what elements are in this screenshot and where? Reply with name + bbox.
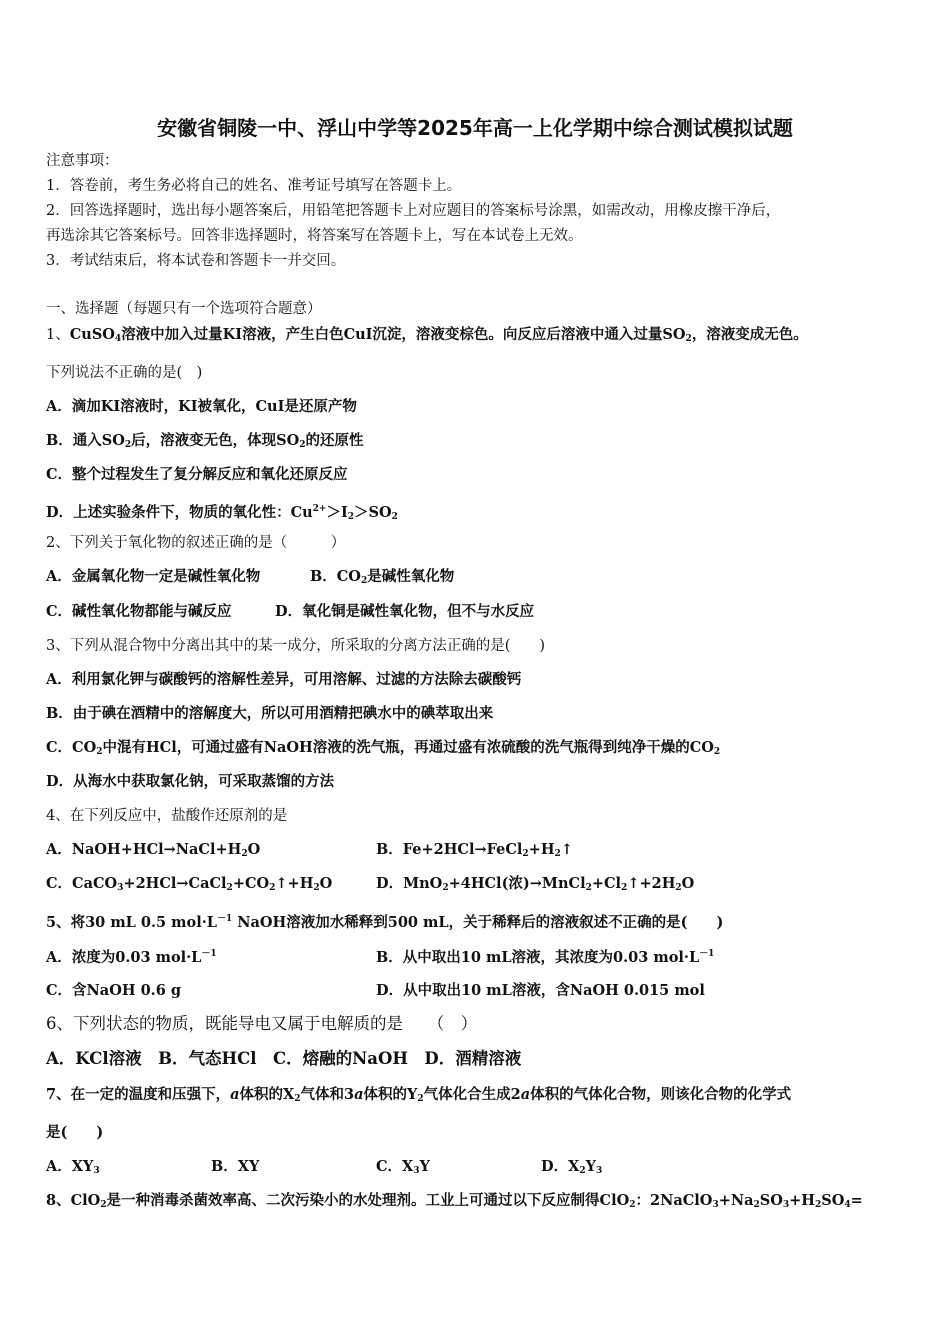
- q2-option-d: [275, 602, 534, 622]
- q8-sub2: 2: [629, 1200, 636, 1210]
- q3-option-a-text: A．利用氯化钾与碳酸钙的溶解性差异，可用溶解、过滤的方法除去碳酸钙: [46, 671, 522, 688]
- q4-d-sub4: 2: [675, 883, 682, 893]
- q2-option-a-text: A．金属氧化物一定是碱性氧化物: [46, 568, 261, 585]
- q1-option-c-text: C．整个过程发生了复分解反应和氧化还原反应: [46, 466, 348, 483]
- q4-d3: +Cl: [591, 875, 622, 892]
- q4-a1: A．NaOH+HCl→NaCl+H: [46, 841, 242, 858]
- q7-c1: C．X: [376, 1158, 414, 1175]
- page-title: 安徽省铜陵一中、浮山中学等2025年高一上化学期中综合测试模拟试题: [157, 116, 793, 140]
- q1-d-sub2: 2: [391, 512, 398, 522]
- q1-d-sub1: 2: [347, 512, 355, 522]
- question-5-stem: [46, 909, 910, 933]
- q8-s4: +Na: [718, 1192, 754, 1209]
- q2-b1: B．CO: [310, 568, 361, 585]
- q7-s4: 体积的Y: [363, 1086, 418, 1103]
- q8-s1: 8、ClO: [46, 1192, 101, 1209]
- q2-option-b: [310, 567, 454, 591]
- q1-d2: ＞I: [326, 504, 348, 521]
- q1-b-sub2: 2: [299, 440, 306, 450]
- q5-a-sup: －1: [201, 949, 217, 959]
- q1-b3: 的还原性: [305, 432, 364, 449]
- q4-d1: D．MnO: [376, 875, 443, 892]
- q4-c5: O: [319, 875, 333, 892]
- q1-t1: CuSO: [69, 326, 115, 343]
- q5-stem2: NaOH溶液加水稀释到500 mL，关于稀释后的溶液叙述不正确的是( ): [232, 914, 724, 931]
- q7-option-b: [211, 1157, 259, 1177]
- q2-option-c: [46, 602, 232, 622]
- q2-option-a: [46, 567, 260, 587]
- q1-d3: ＞SO: [354, 504, 392, 521]
- q5-a1: A．浓度为0.03 mol·L: [46, 949, 202, 966]
- question-4-stem: 4、在下列反应中，盐酸作还原剂的是: [46, 808, 288, 824]
- q4-c-sub1: 3: [117, 883, 124, 893]
- q7-option-a: [46, 1157, 100, 1181]
- q1-t2: 溶液中加入过量KI溶液，产生白色CuI沉淀，溶液变棕色。向反应后溶液中通入过量SO: [121, 326, 686, 343]
- q8-s6: +H: [789, 1192, 815, 1209]
- question-3-stem: 3、下列从混合物中分离出其中的某一成分，所采取的分离方法正确的是( ): [46, 638, 546, 654]
- q1-b-sub1: 2: [124, 440, 132, 450]
- q3-option-b-text: B．由于碘在酒精中的溶解度大，所以可用酒精把碘水中的碘萃取出来: [46, 705, 494, 722]
- q7-s1: 7、在一定的温度和压强下，: [46, 1086, 231, 1103]
- q5-b1: B．从中取出10 mL溶液，其浓度为0.03 mol·L: [376, 949, 700, 966]
- q4-b1: B．Fe+2HCl→FeCl: [376, 841, 523, 858]
- q4-c-sub3: 2: [269, 883, 276, 893]
- q4-a2: O: [247, 841, 261, 858]
- q1-b2: 后，溶液变无色，体现SO: [131, 432, 300, 449]
- q7-x-sub: 2: [294, 1094, 301, 1104]
- notice-item-3: 3．考试结束后，将本试卷和答题卡一并交回。: [46, 253, 346, 269]
- q5-stem1: 5、将30 mL 0.5 mol·L: [46, 914, 217, 931]
- q4-d-sub3: 2: [621, 883, 628, 893]
- q1-option-b: [46, 431, 910, 455]
- q4-d-sub1: 2: [442, 883, 449, 893]
- q7-a-sub: 3: [93, 1166, 100, 1176]
- q4-option-a: [46, 840, 260, 864]
- q2-b2: 是碱性氧化物: [367, 568, 455, 585]
- q7-y-sub: 2: [417, 1094, 424, 1104]
- q3-c-sub2: 2: [713, 747, 721, 757]
- q1-d-sup: 2+: [312, 504, 327, 514]
- q7-s6: 体积的气体化合物，则该化合物的化学式: [530, 1086, 792, 1103]
- q2-b-sub: 2: [360, 576, 368, 586]
- q6-options: [46, 1049, 910, 1069]
- q1-t3: ，溶液变成无色。: [691, 326, 808, 343]
- q3-option-a: [46, 670, 910, 690]
- q4-c3: +CO: [232, 875, 270, 892]
- q7-s5: 气体化合生成2: [423, 1086, 521, 1103]
- q4-c1: C．CaCO: [46, 875, 118, 892]
- q4-option-b: [376, 840, 573, 864]
- question-8-stem: [46, 1191, 910, 1215]
- q4-option-d: [376, 874, 694, 898]
- q8-sub7: 4: [844, 1200, 851, 1210]
- q4-b-sub2: 2: [554, 849, 561, 859]
- q5-option-d-text: D．从中取出10 mL溶液，含NaOH 0.015 mol: [376, 982, 705, 999]
- q8-s3: ：2NaClO: [635, 1192, 713, 1209]
- q1-s2: 2: [685, 334, 692, 344]
- q3-option-d: [46, 772, 910, 792]
- q5-b-sup: －1: [699, 949, 715, 959]
- question-1-stem: [46, 325, 910, 349]
- notice-item-2a: 2．回答选择题时，选出每小题答案后，用铅笔把答题卡上对应题目的答案标号涂黑，如需改动，用橡皮擦干净后，: [46, 203, 781, 219]
- q7-c2: Y: [419, 1158, 430, 1175]
- q1-num: 1、: [46, 327, 70, 343]
- q4-c-sub4: 2: [313, 883, 320, 893]
- q7-a-text: A．XY: [46, 1158, 94, 1175]
- q8-sub3: 3: [712, 1200, 719, 1210]
- q3-option-b: [46, 704, 910, 724]
- q4-b-sub1: 2: [522, 849, 529, 859]
- q1-s1: 4: [114, 334, 122, 344]
- question-1-line2: 下列说法不正确的是( ): [46, 365, 203, 381]
- q1-option-c: [46, 465, 910, 485]
- q5-option-b: [376, 944, 714, 968]
- q7-option-c: [376, 1157, 430, 1181]
- q4-a-sub: 2: [241, 849, 248, 859]
- q7-d-sub2: 3: [595, 1166, 603, 1176]
- q3-c1: C．CO: [46, 739, 97, 756]
- question-2-stem: 2、下列关于氧化物的叙述正确的是（ ）: [46, 535, 346, 551]
- q4-b2: +H: [528, 841, 555, 858]
- q4-c-sub2: 2: [226, 883, 233, 893]
- q7-a3: a: [520, 1086, 531, 1103]
- q8-sub1: 2: [100, 1200, 107, 1210]
- q5-option-c: [46, 981, 181, 1001]
- q5-option-a: [46, 944, 217, 968]
- notice-item-1: 1．答卷前，考生务必将自己的姓名、准考证号填写在答题卡上。: [46, 178, 462, 194]
- q4-d-sub2: 2: [585, 883, 592, 893]
- q8-s5: SO: [759, 1192, 783, 1209]
- q1-option-d: [46, 499, 910, 527]
- q8-sub6: 2: [815, 1200, 822, 1210]
- notice-item-2b: 再选涂其它答案标号。回答非选择题时，将答案写在答题卡上，写在本试卷上无效。: [46, 228, 583, 244]
- q7-option-d: [541, 1157, 602, 1181]
- q3-option-d-text: D．从海水中获取氯化钠，可采取蒸馏的方法: [46, 773, 335, 790]
- q1-option-a-text: A．滴加KI溶液时，KI被氧化，CuI是还原产物: [46, 398, 357, 415]
- q4-c2: +2HCl→CaCl: [123, 875, 227, 892]
- q2-option-d-text: D．氧化铜是碱性氧化物，但不与水反应: [275, 603, 535, 620]
- q5-option-c-text: C．含NaOH 0.6 g: [46, 982, 181, 999]
- q4-c4: ↑+H: [275, 875, 314, 892]
- q7-d2: Y: [585, 1158, 596, 1175]
- q2-option-c-text: C．碱性氧化物都能与碱反应: [46, 603, 232, 620]
- question-7-stem: [46, 1085, 910, 1109]
- q1-d1: D．上述实验条件下，物质的氧化性：Cu: [46, 504, 313, 521]
- q7-a2: a: [354, 1086, 364, 1103]
- question-7-line2: [46, 1123, 910, 1143]
- q8-sub4: 2: [753, 1200, 760, 1210]
- question-6-stem: 6、下列状态的物质，既能导电又属于电解质的是 （ ）: [46, 1014, 478, 1033]
- q8-s7: SO: [821, 1192, 845, 1209]
- q4-option-c: [46, 874, 332, 898]
- q3-option-c: [46, 738, 910, 762]
- q3-c-sub1: 2: [96, 747, 103, 757]
- q7-line2-text: 是( ): [46, 1124, 104, 1141]
- q7-d-sub1: 2: [579, 1166, 586, 1176]
- q7-a1: a: [230, 1086, 240, 1103]
- q4-b3: ↑: [560, 841, 573, 858]
- q8-s8: =: [850, 1192, 863, 1209]
- q3-c2: 中混有HCl，可通过盛有NaOH溶液的洗气瓶，再通过盛有浓硫酸的洗气瓶得到纯净干燥的CO: [102, 739, 714, 756]
- q7-d1: D．X: [541, 1158, 580, 1175]
- q4-d2: +4HCl(浓)→MnCl: [448, 875, 586, 892]
- q4-d5: O: [681, 875, 695, 892]
- q4-d4: ↑+2H: [627, 875, 676, 892]
- q8-sub5: 3: [782, 1200, 790, 1210]
- q5-option-d: [376, 981, 705, 1001]
- q5-stem-sup: －1: [216, 914, 233, 924]
- section-heading: 一、选择题（每题只有一个选项符合题意）: [46, 301, 322, 317]
- q7-b-text: B．XY: [211, 1158, 260, 1175]
- q1-option-a: [46, 397, 910, 417]
- q6-options-text: A．KCl溶液 B．气态HCl C．熔融的NaOH D．酒精溶液: [46, 1049, 522, 1068]
- q8-s2: 是一种消毒杀菌效率高、二次污染小的水处理剂。工业上可通过以下反应制得ClO: [106, 1192, 630, 1209]
- q7-c-sub: 3: [413, 1166, 420, 1176]
- q1-b1: B．通入SO: [46, 432, 125, 449]
- q7-s2: 体积的X: [239, 1086, 295, 1103]
- q7-s3: 气体和3: [300, 1086, 355, 1103]
- notice-heading: 注意事项：: [46, 153, 119, 169]
